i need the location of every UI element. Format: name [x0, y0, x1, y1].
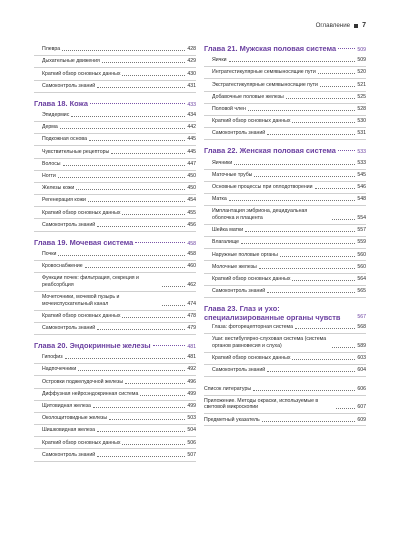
leader-dots	[71, 116, 185, 117]
toc-column-left	[34, 44, 196, 462]
toc-entry-title: Функции почек: фильтрация, секреция и реабсорбция	[42, 275, 139, 288]
toc-entry-page: 479	[187, 325, 196, 332]
leader-dots	[111, 153, 185, 154]
toc-entry-page: 506	[187, 439, 196, 446]
toc-entry[interactable]	[34, 207, 196, 219]
toc-entry-page: 554	[357, 214, 366, 221]
leader-dots	[62, 50, 185, 51]
toc-entry[interactable]	[34, 110, 196, 122]
leader-dots	[292, 359, 355, 360]
leader-dots	[97, 456, 185, 457]
toc-entry-page: 434	[187, 112, 196, 119]
leader-dots	[76, 189, 185, 190]
toc-entry-title: Самоконтроль знаний	[42, 451, 96, 458]
toc-entry-page: 455	[187, 209, 196, 216]
leader-dots	[286, 98, 356, 99]
leader-dots	[267, 371, 355, 372]
leader-dots	[162, 286, 185, 287]
leader-dots	[60, 128, 186, 129]
leader-dots	[78, 370, 185, 371]
toc-entry-title: Самоконтроль знаний	[212, 288, 266, 295]
toc-entry[interactable]	[204, 322, 366, 334]
page-number: 7	[362, 22, 366, 29]
chapter-heading-title: Глава 19. Мочевая система	[34, 237, 134, 247]
leader-dots	[280, 256, 355, 257]
toc-entry-title: Краткий обзор основных данных	[212, 118, 291, 125]
toc-entry[interactable]	[204, 274, 366, 286]
toc-entry-title: Дыхательные движения	[42, 58, 100, 65]
toc-entry-page: 454	[187, 197, 196, 204]
leader-dots	[292, 280, 355, 281]
leader-dots	[153, 345, 186, 346]
toc-entry-title: Самоконтроль знаний	[42, 82, 96, 89]
toc-entry-title: Околощитовидные железы	[42, 415, 108, 422]
toc-entry[interactable]	[204, 128, 366, 140]
running-title: Оглавление	[315, 22, 351, 29]
toc-entry[interactable]	[34, 44, 196, 56]
toc-entry[interactable]	[34, 249, 196, 261]
chapter-heading-title: Глава 20. Эндокринные железы	[34, 340, 151, 350]
toc-entry[interactable]	[204, 353, 366, 365]
leader-dots	[65, 358, 186, 359]
leader-dots	[259, 268, 356, 269]
page-header	[316, 22, 366, 29]
leader-dots	[262, 421, 356, 422]
toc-entry-page: 545	[357, 171, 366, 178]
leader-dots	[93, 407, 185, 408]
toc-entry-title: Половой член	[212, 106, 246, 113]
leader-dots	[241, 243, 355, 244]
toc-entry[interactable]	[204, 249, 366, 261]
toc-entry-title: Чувствительные рецепторы	[42, 148, 110, 155]
toc-entry-page: 445	[187, 148, 196, 155]
toc-entry-title: Добавочные половые железы	[212, 93, 284, 100]
toc-entry[interactable]	[34, 425, 196, 437]
toc-entry-page: 557	[357, 227, 366, 234]
toc-entry[interactable]	[204, 225, 366, 237]
back-matter-entry-title: Предметный указатель	[204, 416, 260, 423]
toc-entry-title: Молочные железы	[212, 263, 257, 270]
leader-dots	[89, 140, 185, 141]
leader-dots	[267, 134, 355, 135]
toc-entry[interactable]	[34, 159, 196, 171]
toc-entry-title: Ногти	[42, 172, 56, 179]
toc-entry-page: 474	[187, 300, 196, 307]
leader-dots	[102, 62, 186, 63]
chapter-heading[interactable]	[34, 341, 196, 352]
toc-entry-title: Краткий обзор основных данных	[42, 312, 121, 319]
toc-entry-page: 429	[187, 58, 196, 65]
toc-entry-page: 456	[187, 221, 196, 228]
toc-entry-title: Мочеточники, мочевой пузырь и мочеиспускательный канал	[42, 294, 120, 307]
toc-entry[interactable]	[204, 104, 366, 116]
toc-entry[interactable]	[204, 261, 366, 273]
toc-entry-title: Маточные трубы	[212, 171, 253, 178]
leader-dots	[58, 255, 185, 256]
toc-entry-title: Щитовидная железа	[42, 402, 91, 409]
toc-entry-page: 564	[357, 275, 366, 282]
chapter-heading-page: 567	[357, 313, 366, 320]
leader-dots	[267, 292, 355, 293]
leader-dots	[109, 419, 185, 420]
toc-entry-title: Островки поджелудочной железы	[42, 378, 124, 385]
chapter-heading[interactable]	[34, 99, 196, 110]
toc-entry[interactable]	[34, 323, 196, 335]
toc-entry[interactable]	[204, 334, 366, 353]
toc-entry[interactable]	[34, 146, 196, 158]
toc-entry-title: Шишковидная железа	[42, 427, 95, 434]
leader-dots	[253, 390, 355, 391]
toc-entry-title: Краткий обзор основных данных	[42, 70, 121, 77]
toc-entry[interactable]	[204, 92, 366, 104]
toc-entry[interactable]	[204, 286, 366, 298]
toc-entry[interactable]	[204, 67, 366, 79]
leader-dots	[248, 110, 355, 111]
toc-entry-page: 431	[187, 82, 196, 89]
toc-column-right	[204, 44, 366, 426]
toc-entry-title: Интратестикулярные семявыносящие пути	[212, 69, 316, 76]
square-icon	[354, 24, 358, 28]
toc-entry-page: 478	[187, 312, 196, 319]
toc-entry-title: Краткий обзор основных данных	[42, 209, 121, 216]
leader-dots	[122, 214, 185, 215]
toc-entry[interactable]	[204, 237, 366, 249]
chapter-heading[interactable]	[204, 44, 366, 55]
chapter-heading-page: 481	[187, 343, 196, 350]
toc-entry[interactable]	[34, 376, 196, 388]
toc-entry-page: 499	[187, 402, 196, 409]
toc-entry[interactable]	[204, 365, 366, 377]
back-matter-entry[interactable]	[204, 383, 366, 395]
leader-dots	[85, 267, 186, 268]
toc-entry[interactable]	[34, 56, 196, 68]
toc-entry-title: Кровоснабжение	[42, 263, 83, 270]
toc-entry[interactable]	[34, 195, 196, 207]
toc-entry-page: 559	[357, 239, 366, 246]
toc-entry-title: Глаза: фоторецепторная система	[212, 324, 293, 331]
leader-dots	[97, 329, 185, 330]
leader-dots	[162, 305, 185, 306]
toc-entry[interactable]	[34, 68, 196, 80]
toc-entry-page: 521	[357, 81, 366, 88]
leader-dots	[315, 188, 356, 189]
leader-dots	[245, 231, 355, 232]
toc-entry-page: 533	[357, 159, 366, 166]
toc-entry[interactable]	[34, 219, 196, 231]
toc-entry-title: Плевра	[42, 46, 61, 53]
toc-entry-title: Эпидермис	[42, 112, 70, 119]
toc-entry[interactable]	[34, 401, 196, 413]
toc-entry[interactable]	[204, 79, 366, 91]
leader-dots	[140, 395, 185, 396]
toc-entry-title: Самоконтроль знаний	[42, 221, 96, 228]
toc-entry[interactable]	[34, 389, 196, 401]
toc-entry[interactable]	[34, 352, 196, 364]
toc-entry-page: 560	[357, 263, 366, 270]
toc-entry-page: 503	[187, 415, 196, 422]
toc-entry[interactable]	[34, 292, 196, 311]
toc-entry-page: 428	[187, 46, 196, 53]
toc-entry-page: 546	[357, 183, 366, 190]
toc-entry[interactable]	[204, 55, 366, 67]
toc-entry-title: Краткий обзор основных данных	[212, 355, 291, 362]
leader-dots	[254, 176, 355, 177]
leader-dots	[88, 201, 185, 202]
toc-entry-page: 492	[187, 366, 196, 373]
toc-entry-page: 589	[357, 343, 366, 350]
toc-entry-title: Надпочечники	[42, 366, 77, 373]
chapter-heading-page: 533	[357, 149, 366, 156]
leader-dots	[229, 200, 356, 201]
chapter-heading-page: 458	[187, 240, 196, 247]
toc-entry-title: Самоконтроль знаний	[212, 130, 266, 137]
leader-dots	[295, 328, 355, 329]
toc-entry-page: 430	[187, 70, 196, 77]
toc-entry-title: Шейка матки	[212, 227, 244, 234]
toc-entry-title: Самоконтроль знаний	[212, 367, 266, 374]
toc-entry[interactable]	[204, 194, 366, 206]
toc-entry[interactable]	[34, 81, 196, 93]
chapter-heading[interactable]	[204, 304, 366, 322]
back-matter-entry-title: Список литературы	[204, 385, 252, 392]
toc-entry[interactable]	[34, 134, 196, 146]
leader-dots	[122, 317, 185, 318]
toc-entry-page: 560	[357, 251, 366, 258]
leader-dots	[135, 242, 185, 243]
leader-dots	[122, 444, 185, 445]
leader-dots	[320, 86, 355, 87]
toc-entry[interactable]	[34, 273, 196, 292]
toc-entry-page: 481	[187, 354, 196, 361]
leader-dots	[97, 87, 185, 88]
back-matter-entry-page: 606	[357, 385, 366, 392]
toc-entry-title: Матка	[212, 196, 227, 203]
toc-entry[interactable]	[34, 311, 196, 323]
toc-entry-title: Самоконтроль знаний	[42, 325, 96, 332]
leader-dots	[125, 383, 185, 384]
toc-entry-title: Яичники	[212, 159, 233, 166]
back-matter-entry[interactable]	[204, 414, 366, 426]
toc-entry[interactable]	[34, 261, 196, 273]
back-matter-entry-page: 607	[357, 404, 366, 411]
toc-entry[interactable]	[204, 206, 366, 225]
toc-entry-page: 496	[187, 378, 196, 385]
toc-entry-title: Имплантация эмбриона, децидуальная оболочка и плацента	[212, 208, 308, 221]
toc-entry-page: 507	[187, 451, 196, 458]
toc-entry-page: 565	[357, 288, 366, 295]
toc-entry-title: Влагалище	[212, 239, 240, 246]
toc-entry-page: 445	[187, 136, 196, 143]
leader-dots	[336, 408, 355, 409]
toc-entry-page: 520	[357, 69, 366, 76]
toc-entry-title: Экстратестикулярные семявыносящие пути	[212, 81, 318, 88]
chapter-heading-page: 433	[187, 101, 196, 108]
toc-entry-title: Уши: вестибулярно-слуховая система (система органов равновесия и слуха)	[212, 336, 327, 350]
toc-entry-page: 509	[357, 57, 366, 64]
toc-entry-page: 603	[357, 355, 366, 362]
toc-entry-title: Волосы	[42, 160, 61, 167]
toc-entry[interactable]	[34, 437, 196, 449]
toc-entry-page: 450	[187, 185, 196, 192]
toc-entry-page: 548	[357, 196, 366, 203]
toc-entry-page: 458	[187, 250, 196, 257]
toc-entry-title: Наружные половые органы	[212, 251, 278, 258]
chapter-heading[interactable]	[204, 146, 366, 157]
toc-entry-page: 447	[187, 160, 196, 167]
toc-entry-title: Диффузная нейроэндокринная система	[42, 390, 139, 397]
toc-entry-title: Гипофиз	[42, 354, 63, 361]
leader-dots	[58, 177, 186, 178]
toc-entry-page: 504	[187, 427, 196, 434]
chapter-heading[interactable]	[34, 238, 196, 249]
leader-dots	[332, 219, 355, 220]
toc-entry[interactable]	[204, 182, 366, 194]
leader-dots	[63, 165, 186, 166]
chapter-heading-title: Глава 22. Женская половая система	[204, 146, 336, 156]
toc-entry[interactable]	[34, 449, 196, 461]
chapter-heading-title: Глава 18. Кожа	[34, 98, 88, 108]
leader-dots	[318, 73, 356, 74]
toc-entry-page: 530	[357, 118, 366, 125]
chapter-heading-title: Глава 23. Глаз и ухо: специализированные органы чувств	[204, 303, 341, 322]
toc-entry[interactable]	[204, 116, 366, 128]
toc-entry[interactable]	[34, 183, 196, 195]
toc-entry-title: Яички	[212, 57, 227, 64]
toc-entry-page: 604	[357, 367, 366, 374]
toc-entry[interactable]	[34, 364, 196, 376]
toc-entry-page: 450	[187, 172, 196, 179]
leader-dots	[338, 48, 355, 49]
leader-dots	[97, 226, 185, 227]
back-matter-entry[interactable]	[204, 396, 366, 415]
toc-entry[interactable]	[34, 413, 196, 425]
back-matter-entry-title: Приложение. Методы окраски, используемые в световой микроскопии	[204, 397, 319, 411]
leader-dots	[332, 347, 355, 348]
leader-dots	[97, 431, 185, 432]
toc-entry-page: 528	[357, 106, 366, 113]
back-matter-entry-page: 609	[357, 416, 366, 423]
toc-entry[interactable]	[34, 122, 196, 134]
toc-entry[interactable]	[204, 157, 366, 169]
toc-entry-page: 442	[187, 124, 196, 131]
toc-entry-title: Дерма	[42, 124, 58, 131]
leader-dots	[338, 150, 356, 151]
toc-entry-title: Почки	[42, 250, 57, 257]
chapter-heading-page: 509	[357, 47, 366, 53]
leader-dots	[229, 61, 356, 62]
toc-entry-title: Регенерация кожи	[42, 197, 86, 204]
toc-entry-page: 525	[357, 93, 366, 100]
toc-entry[interactable]	[34, 171, 196, 183]
toc-entry-page: 499	[187, 390, 196, 397]
leader-dots	[234, 164, 355, 165]
toc-entry[interactable]	[204, 170, 366, 182]
leader-dots	[90, 103, 185, 104]
chapter-heading-title: Глава 21. Мужская половая система	[204, 44, 337, 53]
toc-entry-title: Основные процессы при оплодотворении	[212, 183, 313, 190]
toc-entry-title: Краткий обзор основных данных	[212, 275, 291, 282]
toc-entry-title: Краткий обзор основных данных	[42, 439, 121, 446]
toc-entry-page: 568	[357, 324, 366, 331]
toc-entry-page: 531	[357, 130, 366, 137]
toc-entry-page: 462	[187, 281, 196, 288]
leader-dots	[292, 122, 355, 123]
toc-entry-page: 460	[187, 263, 196, 270]
toc-entry-title: Подкожная основа	[42, 136, 87, 143]
toc-entry-title: Железы кожи	[42, 185, 75, 192]
leader-dots	[122, 75, 185, 76]
